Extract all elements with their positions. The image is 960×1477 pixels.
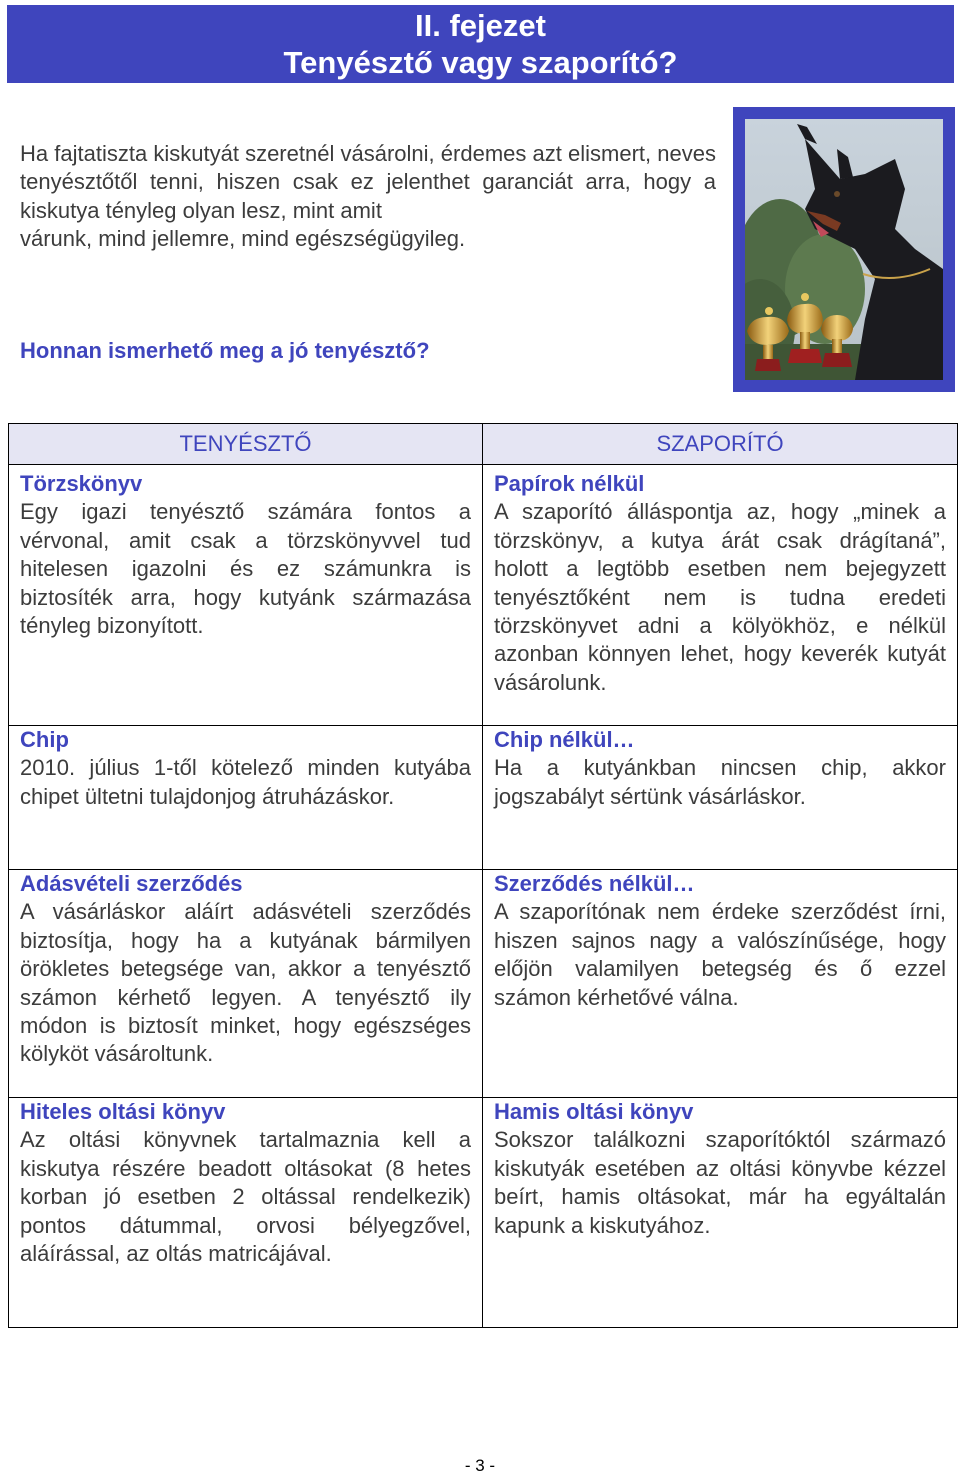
cell-text: 2010. július 1-től kötelező minden kutyába chipet ültetni tulajdonjog átruházáskor. bbox=[20, 755, 471, 809]
dog-photo bbox=[733, 107, 955, 392]
cell-left bbox=[9, 870, 483, 1098]
cell-text: Ha a kutyánkban nincsen chip, akkor jogszabályt sértünk vásárláskor. bbox=[494, 755, 946, 809]
cell-text: A szaporító álláspontja az, hogy „minek a törzskönyv, a kutya árát csak drágítaná”, holott a legtöbb esetben nem bejegyzett tenyésztőként nem is tudna eredeti törzskönyvet adni a kölyökhöz, e nélkül azonban könnyen lehet, hogy keverék kutyát vásárolunk. bbox=[494, 499, 946, 695]
comparison-table bbox=[8, 423, 958, 1328]
cell-text: Az oltási könyvnek tartalmaznia kell a kiskutya részére beadott oltásokat (8 hetes korban jó esetben 2 oltással rendelkezik) pontos dátummal, orvosi bélyegzővel, aláírással, az oltás matricájával. bbox=[20, 1127, 471, 1267]
cell-text: Sokszor találkozni szaporítóktól származó kiskutyák esetében az oltási könyvbe kézzel beírt, hamis oltásokat, már ha egyáltalán kapunk a kiskutyához. bbox=[494, 1127, 946, 1238]
section-question: Honnan ismerhető meg a jó tenyésztő? bbox=[20, 338, 430, 363]
cell-right bbox=[483, 870, 958, 1098]
chapter-header bbox=[7, 5, 954, 83]
cell-text: A vásárláskor aláírt adásvételi szerződés biztosítja, hogy ha a kutyának bármilyen örökletes betegsége van, akkor a tenyésztő számon kérhető legyen. A tenyésztő ily módon is biztosít minket, hogy egészséges kölyköt vásároltunk. bbox=[20, 899, 471, 1067]
cell-left bbox=[9, 726, 483, 870]
table-row bbox=[9, 1098, 958, 1328]
cell-title: Hiteles oltási könyv bbox=[20, 1099, 226, 1124]
header-puppymill: SZAPORÍTÓ bbox=[483, 424, 958, 465]
cell-right bbox=[483, 726, 958, 870]
cell-text: Egy igazi tenyésztő számára fontos a vérvonal, amit csak a törzskönyvvel tud hitelesen igazolni és ez számunkra is biztosíték arra, hogy kutyánk származása tényleg bizonyított. bbox=[20, 499, 471, 639]
cell-left bbox=[9, 1098, 483, 1328]
cell-title: Adásvételi szerződés bbox=[20, 871, 243, 896]
cell-title: Szerződés nélkül… bbox=[494, 871, 695, 896]
intro-text-last: várunk, mind jellemre, mind egészségügyileg. bbox=[20, 226, 466, 252]
cell-title: Chip nélkül… bbox=[494, 727, 635, 752]
table-header-row bbox=[9, 424, 958, 465]
table-row bbox=[9, 465, 958, 726]
cell-title: Hamis oltási könyv bbox=[494, 1099, 694, 1124]
intro-paragraph bbox=[20, 140, 716, 254]
cell-right bbox=[483, 1098, 958, 1328]
page-number: - 3 - bbox=[464, 1456, 496, 1475]
chapter-label: II. fejezet bbox=[415, 8, 546, 43]
intro-text: Ha fajtatiszta kiskutyát szeretnél vásárolni, érdemes azt elismert, neves tenyésztőtől tenni, hiszen csak ez jelenthet garanciát arra, hogy a kiskutya tényleg olyan lesz, mint amit bbox=[20, 141, 716, 223]
cell-text: A szaporítónak nem érdeke szerződést írni, hiszen sajnos nagy a valószínűsége, hogy előjön valamilyen betegség és ő ezzel számon kérhetővé válna. bbox=[494, 899, 946, 1010]
cell-right bbox=[483, 465, 958, 726]
cell-title: Papírok nélkül bbox=[494, 471, 645, 496]
table-row bbox=[9, 726, 958, 870]
doberman-trophy-image bbox=[745, 119, 943, 380]
chapter-title: Tenyésztő vagy szaporító? bbox=[283, 45, 678, 80]
header-breeder: TENYÉSZTŐ bbox=[9, 424, 483, 465]
table-row bbox=[9, 870, 958, 1098]
cell-title: Chip bbox=[20, 727, 69, 752]
cell-title: Törzskönyv bbox=[20, 471, 143, 496]
cell-left bbox=[9, 465, 483, 726]
